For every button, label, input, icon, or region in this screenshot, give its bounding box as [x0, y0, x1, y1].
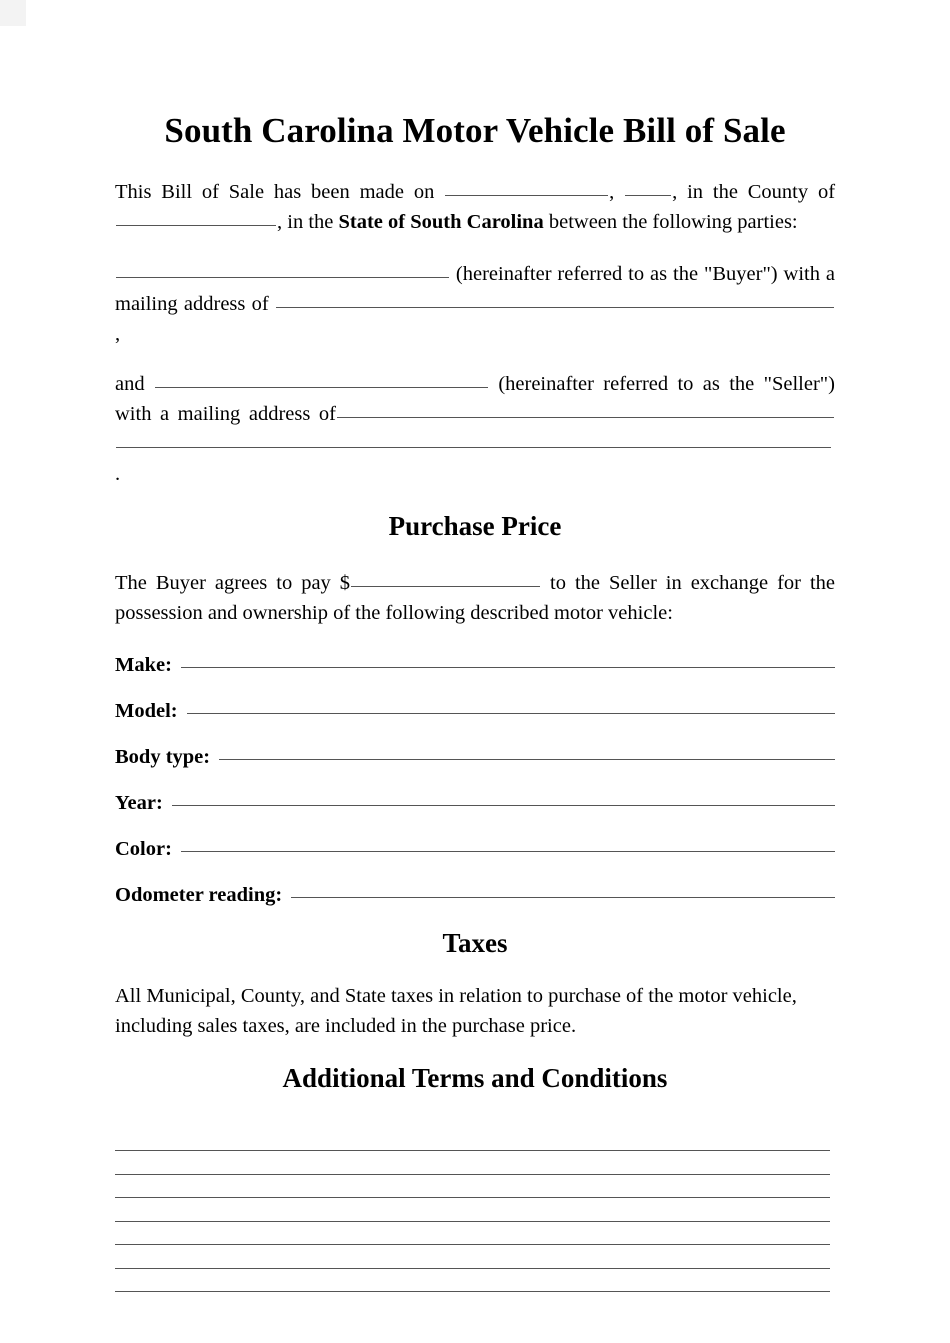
- vehicle-field-row: [115, 650, 835, 680]
- purchase-price-lead: The Buyer agrees to pay $: [115, 571, 351, 594]
- make-label: Make:: [115, 653, 172, 676]
- purchase-price-paragraph: [115, 568, 835, 628]
- additional-terms-line[interactable]: [115, 1151, 830, 1175]
- intro-text-lead: This Bill of Sale has been made on: [115, 180, 435, 203]
- taxes-paragraph: All Municipal, County, and State taxes in relation to purchase of the motor vehicle, including sales taxes, are included in the purchase price.: [115, 984, 797, 1037]
- seller-address-blank-line2[interactable]: [116, 430, 831, 448]
- page-corner-artifact: [0, 0, 26, 26]
- additional-terms-line[interactable]: [115, 1269, 830, 1293]
- additional-terms-lines: [115, 1128, 835, 1293]
- year-blank[interactable]: [625, 178, 671, 196]
- additional-terms-line[interactable]: [115, 1128, 830, 1152]
- intro-state-lead: , in the: [277, 210, 339, 233]
- seller-paragraph: [115, 369, 835, 489]
- body-type-label: Body type:: [115, 745, 211, 768]
- model-input-rule[interactable]: [187, 697, 835, 714]
- make-input-rule[interactable]: [181, 651, 835, 668]
- vehicle-field-row: [115, 742, 835, 772]
- buyer-name-blank[interactable]: [116, 260, 449, 278]
- buyer-trailing-comma: ,: [115, 322, 121, 345]
- buyer-paragraph: [115, 259, 835, 349]
- seller-mailing-label: with a mailing address of: [115, 402, 336, 425]
- county-blank[interactable]: [116, 208, 276, 226]
- seller-name-blank[interactable]: [155, 370, 488, 388]
- purchase-price-tail: to the Seller in exchange for the possession and ownership of the following described motor vehicle:: [115, 571, 835, 624]
- seller-hereinafter-text: (hereinafter referred to as the "Seller"): [498, 372, 835, 395]
- seller-trailing-period: .: [115, 462, 121, 485]
- odometer-input-rule[interactable]: [291, 881, 835, 898]
- year-input-rule[interactable]: [172, 789, 835, 806]
- date-blank[interactable]: [445, 178, 608, 196]
- color-label: Color:: [115, 837, 172, 860]
- intro-parties-tail: between the following parties:: [543, 210, 798, 233]
- vehicle-field-row: [115, 788, 835, 818]
- additional-terms-line[interactable]: [115, 1175, 830, 1199]
- intro-paragraph: [115, 177, 835, 237]
- vehicle-description-fields: [115, 650, 835, 910]
- vehicle-field-row: [115, 834, 835, 864]
- additional-terms-line[interactable]: [115, 1245, 830, 1269]
- additional-terms-line[interactable]: [115, 1222, 830, 1246]
- vehicle-field-row: [115, 880, 835, 910]
- model-label: Model:: [115, 699, 178, 722]
- buyer-address-blank[interactable]: [276, 290, 834, 308]
- purchase-amount-blank[interactable]: [351, 569, 540, 587]
- document-body: [115, 0, 835, 1292]
- state-name: State of South Carolina: [338, 210, 544, 233]
- odometer-label: Odometer reading:: [115, 883, 283, 906]
- taxes-heading: Taxes: [442, 927, 508, 958]
- color-input-rule[interactable]: [181, 835, 835, 852]
- page-title: South Carolina Motor Vehicle Bill of Sale: [164, 111, 786, 150]
- intro-comma-1: ,: [609, 180, 615, 203]
- additional-terms-line[interactable]: [115, 1198, 830, 1222]
- year-label: Year:: [115, 791, 163, 814]
- seller-and-label: and: [115, 372, 145, 395]
- purchase-price-heading: Purchase Price: [388, 510, 562, 541]
- intro-county-lead: , in the County of: [672, 180, 836, 203]
- seller-address-blank[interactable]: [337, 400, 834, 418]
- additional-terms-heading: Additional Terms and Conditions: [282, 1062, 668, 1093]
- vehicle-field-row: [115, 696, 835, 726]
- buyer-mailing-label: mailing address of: [115, 292, 269, 315]
- buyer-hereinafter-text: (hereinafter referred to as the "Buyer") with a: [455, 262, 835, 285]
- body-type-input-rule[interactable]: [219, 743, 835, 760]
